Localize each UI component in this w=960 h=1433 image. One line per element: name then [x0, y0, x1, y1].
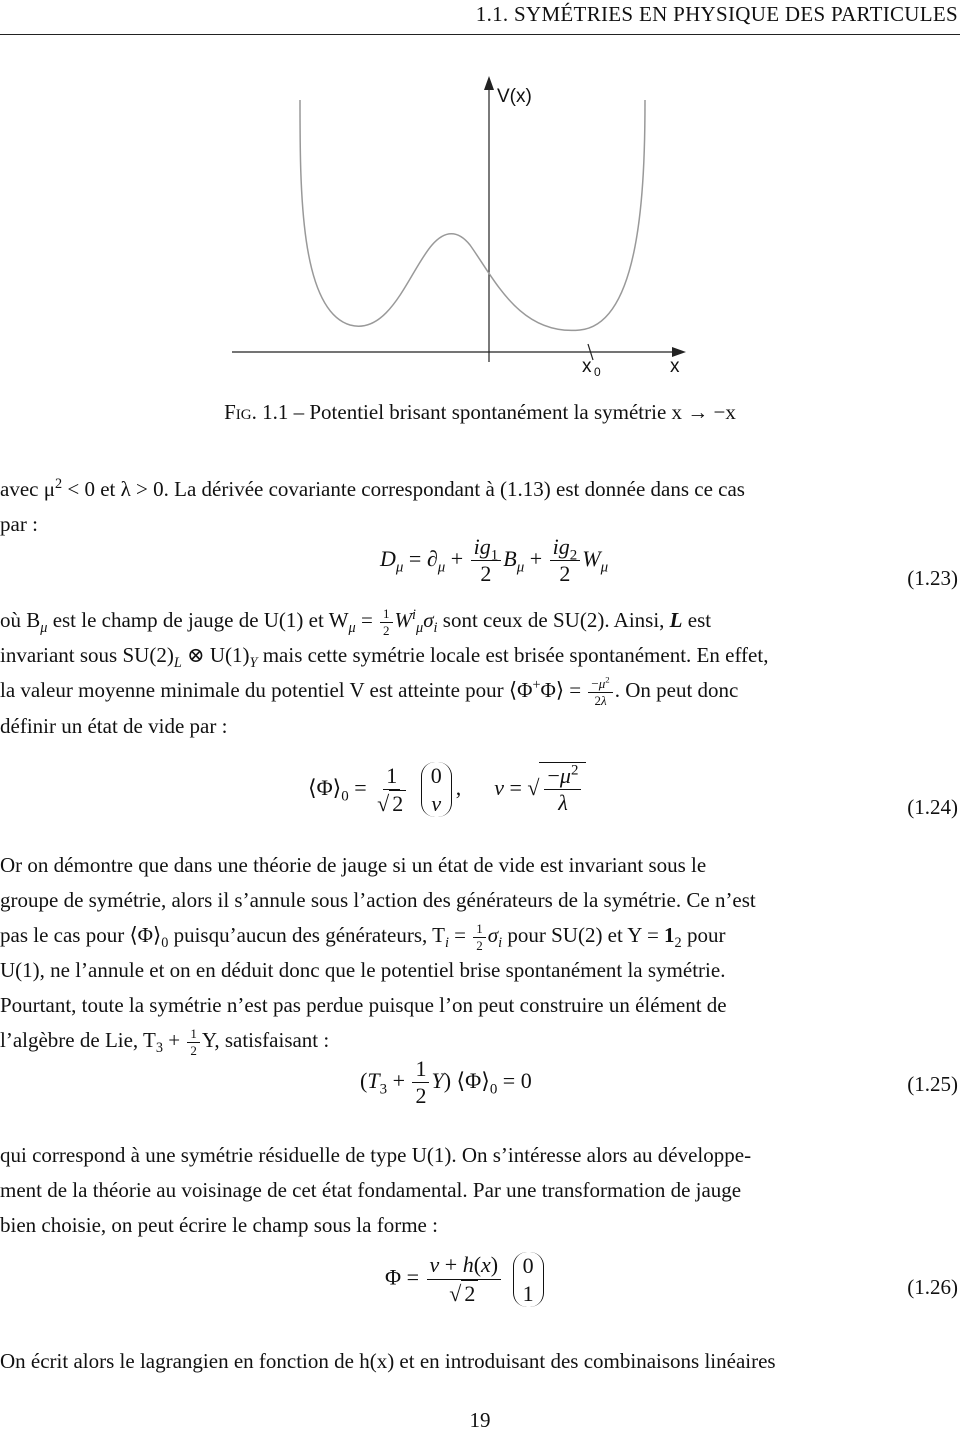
p2-l2-c: mais cette symétrie locale est brisée spontanément. En effet,	[257, 643, 769, 668]
p2-l1-c: sont ceux de SU(2). Ainsi,	[437, 608, 670, 632]
page-number: 19	[469, 1408, 491, 1432]
x0-subscript: 0	[594, 365, 601, 379]
p3-l1: Or on démontre que dans une théorie de jauge si un état de vide est invariant sous le	[0, 853, 707, 877]
running-header: 1.1. SYMÉTRIES EN PHYSIQUE DES PARTICULES	[475, 2, 958, 26]
eq-number-1-23: (1.23)	[907, 566, 958, 590]
p3-l3-b: puisqu’aucun des générateurs, T	[168, 923, 445, 947]
equation-1-25: ($T_3$ + $\frac{1}{2}$ Y) $⟨\Phi⟩_0 = 0$	[360, 1056, 532, 1109]
p3-l3-c: =	[448, 923, 472, 947]
p4-l3: bien choisie, on peut écrire le champ sous la forme :	[0, 1213, 438, 1237]
p2-l1-b: est le champ de jauge de U(1) et W	[47, 608, 349, 632]
p3-l3-d: σ	[487, 923, 499, 947]
x0-label: x	[582, 356, 592, 377]
potential-curve	[300, 100, 645, 330]
x-axis-label: x	[670, 356, 680, 377]
caption-prefix: Fig. 1.1	[224, 400, 289, 424]
equation-1-26: Φ = $\frac{v + h(x)}{√ 2}$ 0 1	[385, 1252, 548, 1307]
p3-l6-b: +	[163, 1028, 186, 1053]
p2-l3-c: . On peut donc	[614, 678, 739, 703]
equation-1-23: $D_\mu = \partial_\mu$ + $\frac{ig_1}{2}$ $B_\mu$ + $\frac{ig_2}{2}$ $W_\mu$	[380, 534, 609, 587]
p3-l6-a: l’algèbre de Lie, T	[0, 1028, 156, 1053]
p4-l2: ment de la théorie au voisinage de cet état fondamental. Par une transformation de jauge	[0, 1178, 742, 1202]
paragraph-3: Or on démontre que dans une théorie de jauge si un état de vide est invariant sous le groupe de symétrie, alors il s’annule sous l’action des générateurs de la symétrie. Ce n’est pas le cas pour $⟨\Phi⟩_0$ puisqu’aucun des générateurs, $T_i$ = $\frac{1}{2}$ $\sigma_i$ pour SU(2) et $Y = 1_2$ pour U(1), ne l’annule et on en déduit donc que le potentiel brise spontanément la symétrie. Pourtant, toute la symétrie n’est pas perdue puisque l’on peut construire un élément de l’algèbre de Lie, $T_3$ + $\frac{1}{2}$ Y, satisfaisant :	[0, 848, 958, 1059]
p2-l1-a: où B	[0, 608, 41, 632]
eq-number-1-24: (1.24)	[907, 795, 958, 819]
p3-l2: groupe de symétrie, alors il s’annule sous l’action des générateurs de la symétrie. Ce n’est	[0, 888, 756, 912]
p2-l4: définir un état de vide par :	[0, 713, 228, 738]
p3-l3-e: pour SU(2) et Y =	[502, 923, 665, 947]
p2-l3-a: la valeur moyenne minimale du potentiel V est atteinte pour ⟨Φ	[0, 678, 533, 703]
p1-a: avec μ	[0, 477, 55, 501]
p3-l6-c: Y, satisfaisant :	[201, 1028, 330, 1053]
header-rule	[0, 34, 960, 35]
equation-1-24: $⟨\Phi⟩_0$ = $\frac{1}{√ 2}$ 0 v , v = √ $\frac{-\mu^2}{\lambda}$	[308, 762, 586, 817]
caption-text: – Potentiel brisant spontanément la symétrie x → −x	[293, 400, 736, 424]
p1-b: < 0 et λ > 0. La dérivée covariante correspondant à (1.13) est donnée dans ce cas	[62, 477, 745, 501]
p3-l4: U(1), ne l’annule et on en déduit donc que le potentiel brise spontanément la symétrie.	[0, 958, 726, 983]
paragraph-5	[0, 1344, 958, 1379]
paragraph-4	[0, 1138, 958, 1243]
p4-l1: qui correspond à une symétrie résiduelle de type U(1). On s’intéresse alors au développe-	[0, 1143, 752, 1167]
p3-l3-f: pour	[681, 923, 726, 947]
p2-l3-b: Φ⟩ =	[540, 678, 587, 703]
eq-number-1-26: (1.26)	[907, 1275, 958, 1299]
potential-figure	[0, 70, 960, 390]
p5-l1: On écrit alors le lagrangien en fonction de h(x) et en introduisant des combinaisons linéaires	[0, 1349, 776, 1373]
paragraph-2: où $B_\mu$ est le champ de jauge de U(1) et $W_\mu$ = $\frac{1}{2}$ $W^i_\mu\sigma_i$ sont ceux de SU(2). Ainsi, L est invariant sous $SU(2)_L$ ⊗ $U(1)_Y$ mais cette symétrie locale est brisée spontanément. En effet, la valeur moyenne minimale du potentiel V est atteinte pour ⟨Φ+Φ⟩ = $\frac{-\mu^2}{2\lambda}$ . On peut donc définir un état de vide par :	[0, 606, 769, 738]
p2-l1-d: est	[682, 608, 712, 632]
p1-c: par :	[0, 512, 38, 536]
p3-l3-a: pas le cas pour ⟨Φ⟩	[0, 923, 162, 947]
p2-l2-a: invariant sous SU(2)	[0, 643, 174, 668]
y-axis-arrow	[484, 76, 494, 90]
eq-number-1-25: (1.25)	[907, 1072, 958, 1096]
p2-l2-b: ⊗ U(1)	[181, 643, 250, 668]
paragraph-1: avec $\mu^2 < 0$ et λ > 0. La dérivée covariante correspondant à (1.13) est donnée dans ce cas par :	[0, 476, 745, 536]
p3-l5: Pourtant, toute la symétrie n’est pas perdue puisque l’on peut construire un élément de	[0, 993, 727, 1018]
y-axis-label: V(x)	[497, 86, 532, 107]
figure-caption	[0, 400, 960, 425]
